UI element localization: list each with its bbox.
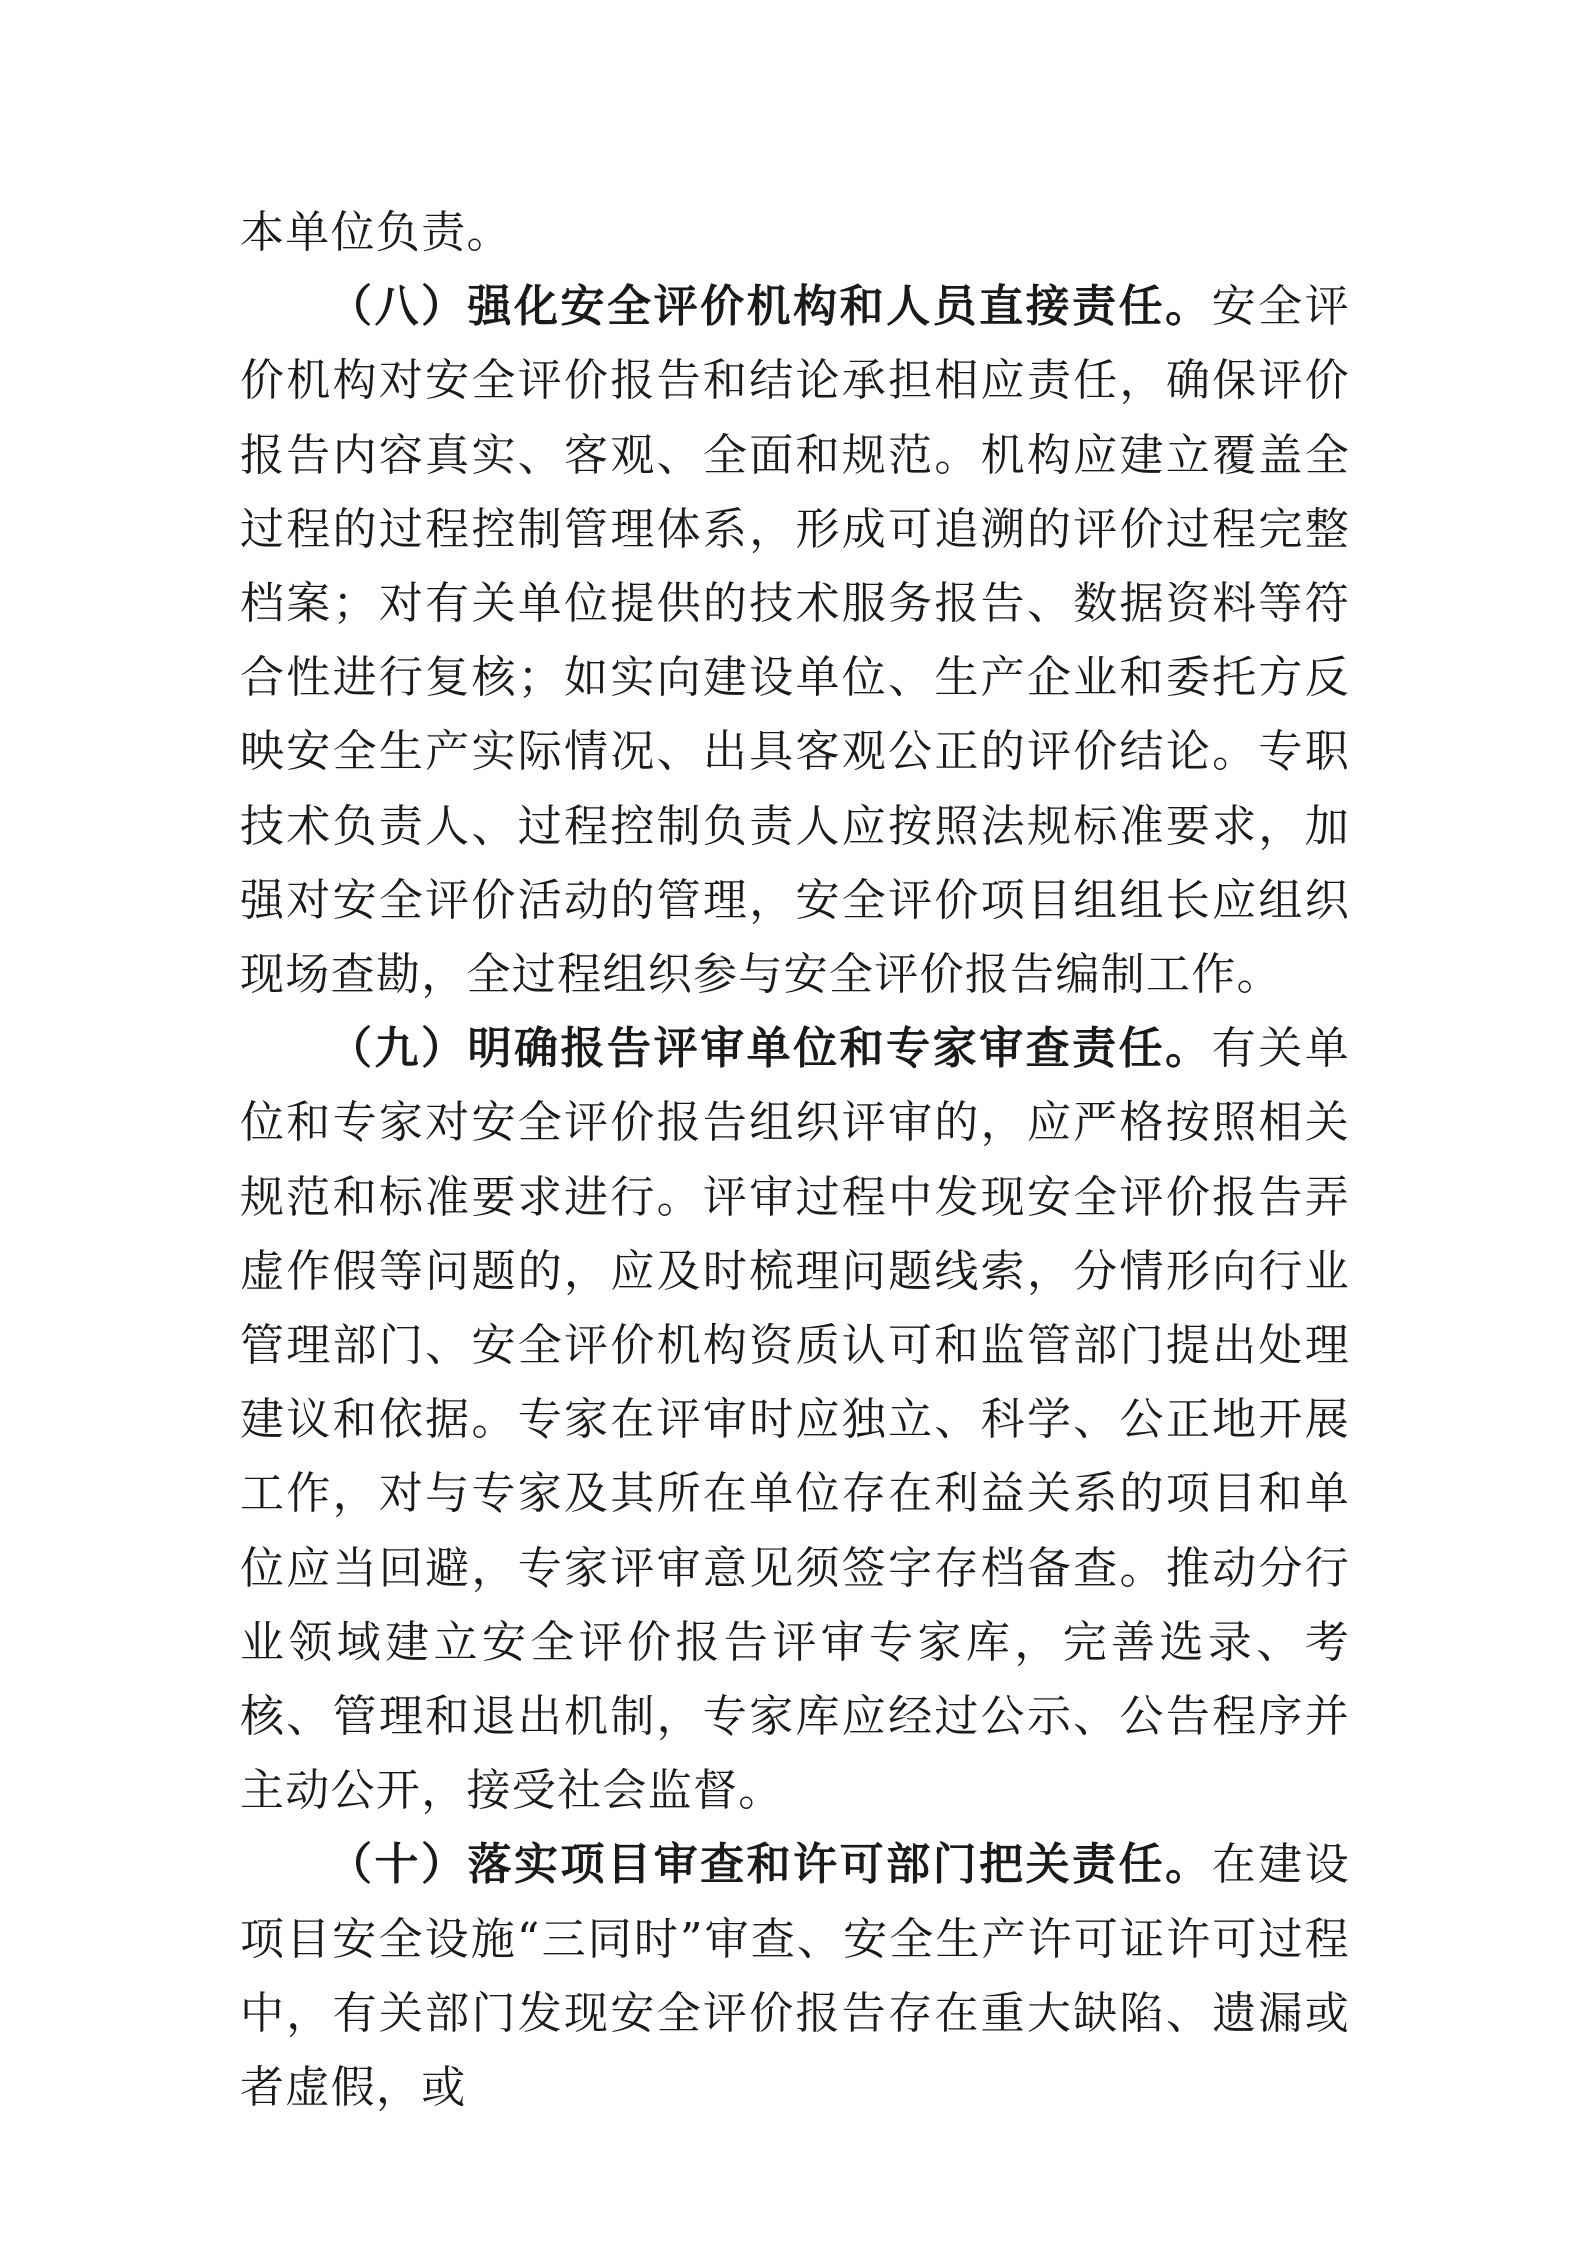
paragraph-section-8 <box>240 270 1350 1012</box>
paragraph-continuation <box>240 196 1350 270</box>
paragraph-body: 安全评价机构对安全评价报告和结论承担相应责任，确保评价报告内容真实、客观、全面和规范。机构应建立覆盖全过程的过程控制管理体系，形成可追溯的评价过程完整档案；对有关单位提供的技术服务报告、数据资料等符合性进行复核；如实向建设单位、生产企业和委托方反映安全生产实际情况、出具客观公正的评价结论。专职技术负责人、过程控制负责人应按照法规标准要求，加强对安全评价活动的管理，安全评价项目组组长应组织现场查勘，全过程组织参与安全评价报告编制工作。 <box>240 281 1350 1001</box>
paragraph-body: 本单位负责。 <box>240 207 512 258</box>
paragraph-section-9 <box>240 1012 1350 1828</box>
section-heading: （九）明确报告评审单位和专家审查责任。 <box>328 1023 1212 1075</box>
document-body <box>240 196 1350 2125</box>
section-heading: （八）强化安全评价机构和人员直接责任。 <box>328 281 1212 333</box>
paragraph-section-10 <box>240 1828 1350 2125</box>
paragraph-body: 在建设项目安全设施“三同时”审查、安全生产许可证许可过程中，有关部门发现安全评价报告存在重大缺陷、遗漏或者虚假，或 <box>240 1839 1350 2114</box>
paragraph-body: 有关单位和专家对安全评价报告组织评审的，应严格按照相关规范和标准要求进行。评审过程中发现安全评价报告弄虚作假等问题的，应及时梳理问题线索，分情形向行业管理部门、安全评价机构资质认可和监管部门提出处理建议和依据。专家在评审时应独立、科学、公正地开展工作，对与专家及其所在单位存在利益关系的项目和单位应当回避，专家评审意见须签字存档备查。推动分行业领域建立安全评价报告评审专家库，完善选录、考核、管理和退出机制，专家库应经过公示、公告程序并主动公开，接受社会监督。 <box>240 1023 1350 1817</box>
section-heading: （十）落实项目审查和许可部门把关责任。 <box>328 1839 1212 1891</box>
